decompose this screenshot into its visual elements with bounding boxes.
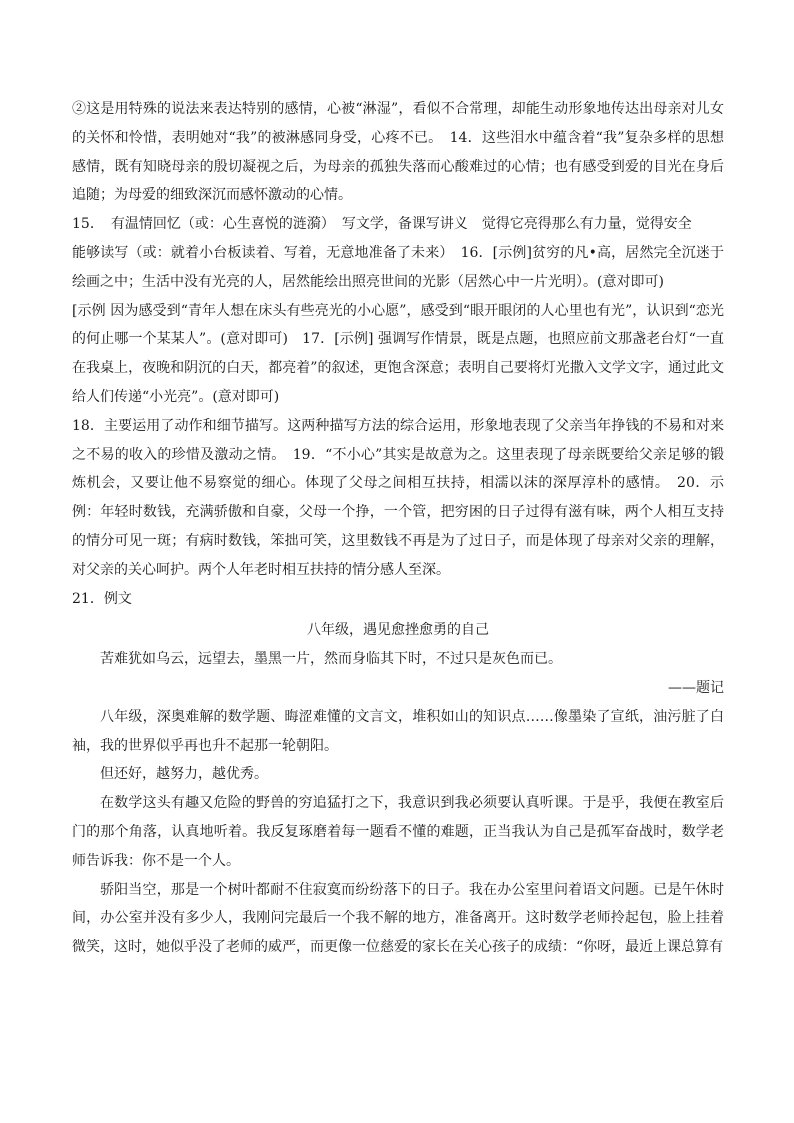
answer-paragraph-13-14: ②这是用特殊的说法来表达特别的感情，心被“淋湿”，看似不合常理，却能生动形象地传达出母亲对儿女的关怀和怜惜，表明她对“我”的被淋感同身受，心疼不已。 14．这些泪水中蕴含着“我”复杂多样的思想感情，既有知晓母亲的殷切凝视之后，为母亲的孤独失落而心酸难过的心情；也有感受到爱的目光在身后追随；为母爱的细致深沉而感怀激动的心情。 <box>72 101 724 204</box>
answer-paragraph-15: 15． 有温情回忆（或：心生喜悦的涟漪） 写文学，备课写讲义 觉得它亮得那么有力量，觉得安全 <box>72 216 692 233</box>
essay-paragraph: 骄阳当空，那是一个树叶都耐不住寂寞而纷纷落下的日子。我在办公室里问着语文问题。已是午休时间，办公室并没有多少人，我刚问完最后一个我不解的地方，准备离开。这时数学老师拎起包，脸上挂着微笑，这时，她似乎没了老师的威严，而更像一位慈爱的家长在关心孩子的成绩：“你呀，最近上课总算有 <box>72 881 724 956</box>
answer-paragraph-15-16: 能够读写（或：就着小台板读着、写着，无意地准备了未来） 16．[示例]贫穷的凡•高，居然完全沉迷于绘画之中；生活中没有光亮的人，居然能绘出照亮世间的光影（居然心中一片光明）。(意对即可) <box>72 244 724 290</box>
answer-paragraph-21: 21．例文 <box>72 590 132 607</box>
answer-content <box>72 95 724 962</box>
answer-paragraph-18-20: 18．主要运用了动作和细节描写。这两种描写方法的综合运用，形象地表现了父亲当年挣钱的不易和对来之不易的收入的珍惜及激动之情。 19．“不小心”其实是故意为之。这里表现了母亲既要给父亲足够的锻炼机会，又要让他不易察觉的细心。体现了父母之间相互扶持，相濡以沫的深厚淳朴的感情。 20．示例：年轻时数钱，充满骄傲和自豪，父母一个挣，一个管，把穷困的日子过得有滋有味，两个人相互支持的情分可见一斑；有病时数钱，笨拙可笑，这里数钱不再是为了过日子，而是体现了母亲对父亲的理解，对父亲的关心呵护。两个人年老时相互扶持的情分感人至深。 <box>72 417 724 578</box>
essay-epigraph-credit: ——题记 <box>668 679 724 696</box>
essay-paragraph: 八年级，深奥难解的数学题、晦涩难懂的文言文，堆积如山的知识点……像墨染了宣纸，油污脏了白袖，我的世界似乎再也升不起那一轮朝阳。 <box>72 708 724 754</box>
essay-paragraph: 在数学这头有趣又危险的野兽的穷追猛打之下，我意识到我必须要认真听课。于是乎，我便在教室后门的那个角落，认真地听着。我反复琢磨着每一题看不懂的难题，正当我认为自己是孤军奋战时，数学老师告诉我：你不是一个人。 <box>72 795 724 869</box>
answer-paragraph-16-17: [示例 因为感受到“青年人想在床头有些亮光的小心愿”，感受到“眼开眼闭的人心里也有光”，认识到“恋光的何止哪一个某某人”。(意对即可) 17．[示例] 强调写作情景，既是点题，也照应前文那盏老台灯“一直在我桌上，夜晚和阴沉的白天，都亮着”的叙述，更饱含深意；表明自己要将灯光撒入文学文字，通过此文给人们传递“小光亮”。(意对即可) <box>72 302 724 405</box>
essay-paragraph: 但还好，越努力，越优秀。 <box>100 766 268 783</box>
essay-title: 八年级，遇见愈挫愈勇的自己 <box>307 622 489 639</box>
essay-epigraph: 苦难犹如乌云，远望去，墨黑一片，然而身临其下时，不过只是灰色而已。 <box>100 651 562 668</box>
